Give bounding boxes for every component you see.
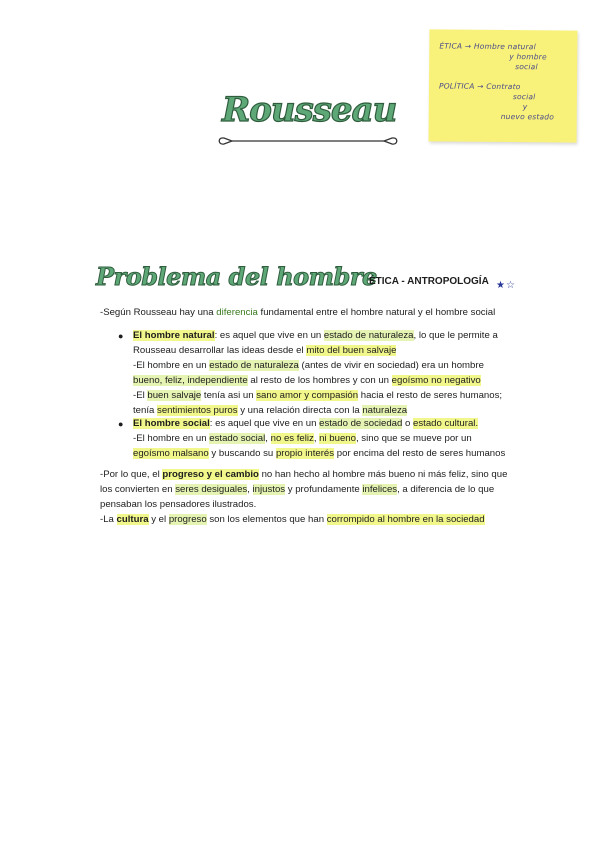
social-line-1: El hombre social: es aquel que vive en un estado de sociedad o estado cultural. — [133, 418, 479, 429]
heart-right-icon — [384, 138, 397, 144]
sticky-line: social — [515, 62, 538, 72]
sticky-line: POLÍTICA → Contrato — [438, 81, 521, 92]
page-title: Rousseau — [222, 90, 397, 130]
sticky-line: social — [512, 92, 536, 102]
sticky-line: y hombre — [509, 52, 547, 62]
intro-paragraph: -Según Rousseau hay una diferencia fundamental entre el hombre natural y el hombre social — [100, 307, 496, 318]
natural-line-1: El hombre natural: es aquel que vive en un estado de naturaleza, lo que le permite a — [133, 330, 498, 341]
section-subheading: ÉTICA - ANTROPOLOGÍA — [369, 276, 489, 287]
conclusion-line-2: los convierten en seres desiguales, injustos y profundamente infelices, a diferencia de lo que — [100, 484, 495, 495]
social-line-2: -El hombre en un estado social, no es feliz, ni bueno, sino que se mueve por un — [133, 433, 472, 444]
sticky-line: ÉTICA → Hombre natural — [439, 41, 536, 52]
social-line-3: egoísmo malsano y buscando su propio interés por encima del resto de seres humanos — [133, 448, 506, 459]
conclusion-line-4: -La cultura y el progreso son los elementos que han corrompido al hombre en la sociedad — [100, 514, 485, 525]
bullet-icon: ● — [118, 419, 124, 429]
section-heading: Problema del hombre — [96, 262, 377, 291]
natural-line-2: Rousseau desarrollar las ideas desde el mito del buen salvaje — [133, 345, 397, 356]
natural-line-5: -El buen salvaje tenía asi un sano amor y compasión hacia el resto de seres humanos; — [133, 390, 503, 401]
stars-icon: ★☆ — [496, 280, 516, 291]
sticky-note — [429, 29, 578, 142]
bullet-icon: ● — [118, 331, 124, 341]
heart-left-icon — [219, 138, 232, 144]
natural-line-3: -El hombre en un estado de naturaleza (antes de vivir en sociedad) era un hombre — [133, 360, 484, 371]
sticky-line: y — [522, 102, 528, 112]
natural-line-6: tenía sentimientos puros y una relación directa con la naturaleza — [133, 405, 408, 416]
conclusion-line-3: pensaban los pensadores ilustrados. — [100, 499, 257, 510]
sticky-line: nuevo estado — [500, 111, 555, 122]
conclusion-line-1: -Por lo que, el progreso y el cambio no han hecho al hombre más bueno ni más feliz, sino que — [100, 469, 508, 480]
natural-line-4: bueno, feliz, independiente al resto de los hombres y con un egoísmo no negativo — [133, 375, 481, 386]
decorative-divider — [218, 132, 398, 152]
